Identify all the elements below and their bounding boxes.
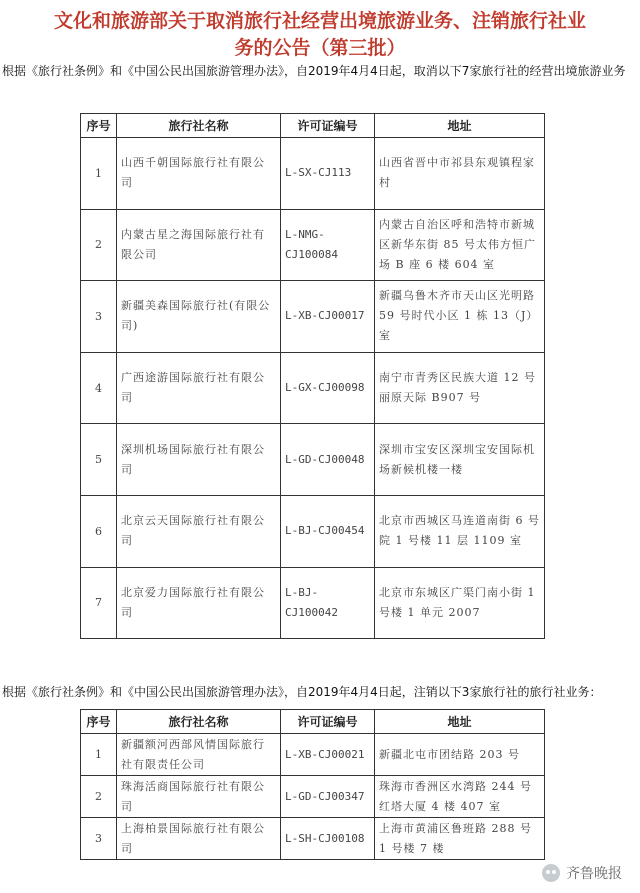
header-address: 地址 (375, 710, 545, 734)
table-deregistered-agencies (80, 709, 545, 860)
address-cell: 珠海市香洲区水湾路 244 号红塔大厦 4 楼 407 室 (375, 776, 545, 818)
header-address: 地址 (375, 114, 545, 138)
agency-name-cell: 上海柏景国际旅行社有限公司 (117, 818, 281, 860)
title-line-1: 文化和旅游部关于取消旅行社经营出境旅游业务、注销旅行社业 (53, 10, 586, 32)
header-agency-name: 旅行社名称 (117, 114, 281, 138)
agency-name-cell: 新疆额河西部风情国际旅行社有限责任公司 (117, 734, 281, 776)
header-index: 序号 (81, 710, 117, 734)
row-index: 1 (81, 734, 117, 776)
row-index: 5 (81, 424, 117, 496)
agency-name-cell: 新疆美森国际旅行社(有限公司) (117, 281, 281, 353)
header-license-no: 许可证编号 (281, 114, 375, 138)
table-row (81, 352, 545, 424)
agency-name-cell: 北京云天国际旅行社有限公司 (117, 495, 281, 567)
agency-name-cell: 深圳机场国际旅行社有限公司 (117, 424, 281, 496)
address-cell: 新疆北屯市团结路 203 号 (375, 734, 545, 776)
table-row (81, 495, 545, 567)
table-row (81, 567, 545, 639)
table-row (81, 776, 545, 818)
title-line-2: 务的公告（第三批） (234, 37, 406, 59)
header-index: 序号 (81, 114, 117, 138)
table-row (81, 209, 545, 281)
row-index: 2 (81, 209, 117, 281)
address-cell: 深圳市宝安区深圳宝安国际机场新候机楼一楼 (375, 424, 545, 496)
address-cell: 内蒙古自治区呼和浩特市新城区新华东街 85 号太伟方恒广场 B 座 6 楼 604 室 (375, 209, 545, 281)
table-row (81, 424, 545, 496)
table-row (81, 138, 545, 210)
row-index: 4 (81, 352, 117, 424)
intro-paragraph-1: 根据《旅行社条例》和《中国公民出国旅游管理办法》，自2019年4月4日起，取消以下7家旅行社的经营出境旅游业务 (2, 64, 626, 78)
row-index: 2 (81, 776, 117, 818)
table-row (81, 734, 545, 776)
license-no-cell: L-GD-CJ00048 (281, 424, 375, 496)
license-no-cell: L-SX-CJ113 (281, 138, 375, 210)
row-index: 7 (81, 567, 117, 639)
table-row (81, 281, 545, 353)
header-license-no: 许可证编号 (281, 710, 375, 734)
row-index: 3 (81, 818, 117, 860)
watermark-text: 齐鲁晚报 (566, 866, 622, 882)
address-cell: 北京市西城区马连道南街 6 号院 1 号楼 11 层 1109 室 (375, 495, 545, 567)
license-no-cell: L-XB-CJ00021 (281, 734, 375, 776)
table-header-row (81, 114, 545, 138)
header-agency-name: 旅行社名称 (117, 710, 281, 734)
announcement-title (0, 8, 640, 62)
license-no-cell: L-BJ-CJ100042 (281, 567, 375, 639)
agency-name-cell: 北京爱力国际旅行社有限公司 (117, 567, 281, 639)
row-index: 1 (81, 138, 117, 210)
row-index: 6 (81, 495, 117, 567)
address-cell: 山西省晋中市祁县东观镇程家村 (375, 138, 545, 210)
license-no-cell: L-BJ-CJ00454 (281, 495, 375, 567)
watermark (538, 861, 626, 885)
address-cell: 南宁市青秀区民族大道 12 号丽原天际 B907 号 (375, 352, 545, 424)
address-cell: 北京市东城区广渠门南小街 1 号楼 1 单元 2007 (375, 567, 545, 639)
license-no-cell: L-SH-CJ00108 (281, 818, 375, 860)
table-row (81, 818, 545, 860)
table-cancelled-outbound (80, 113, 545, 639)
address-cell: 新疆乌鲁木齐市天山区光明路 59 号时代小区 1 栋 13（J）室 (375, 281, 545, 353)
wechat-icon (542, 864, 560, 882)
address-cell: 上海市黄浦区鲁班路 288 号 1 号楼 7 楼 (375, 818, 545, 860)
agency-name-cell: 山西千朝国际旅行社有限公司 (117, 138, 281, 210)
agency-name-cell: 内蒙古星之海国际旅行社有限公司 (117, 209, 281, 281)
agency-name-cell: 珠海活商国际旅行社有限公司 (117, 776, 281, 818)
intro-paragraph-2: 根据《旅行社条例》和《中国公民出国旅游管理办法》，自2019年4月4日起，注销以下3家旅行社的旅行社业务： (2, 685, 602, 699)
license-no-cell: L-XB-CJ00017 (281, 281, 375, 353)
license-no-cell: L-GX-CJ00098 (281, 352, 375, 424)
row-index: 3 (81, 281, 117, 353)
agency-name-cell: 广西途游国际旅行社有限公司 (117, 352, 281, 424)
license-no-cell: L-NMG-CJ100084 (281, 209, 375, 281)
license-no-cell: L-GD-CJ00347 (281, 776, 375, 818)
table-header-row (81, 710, 545, 734)
